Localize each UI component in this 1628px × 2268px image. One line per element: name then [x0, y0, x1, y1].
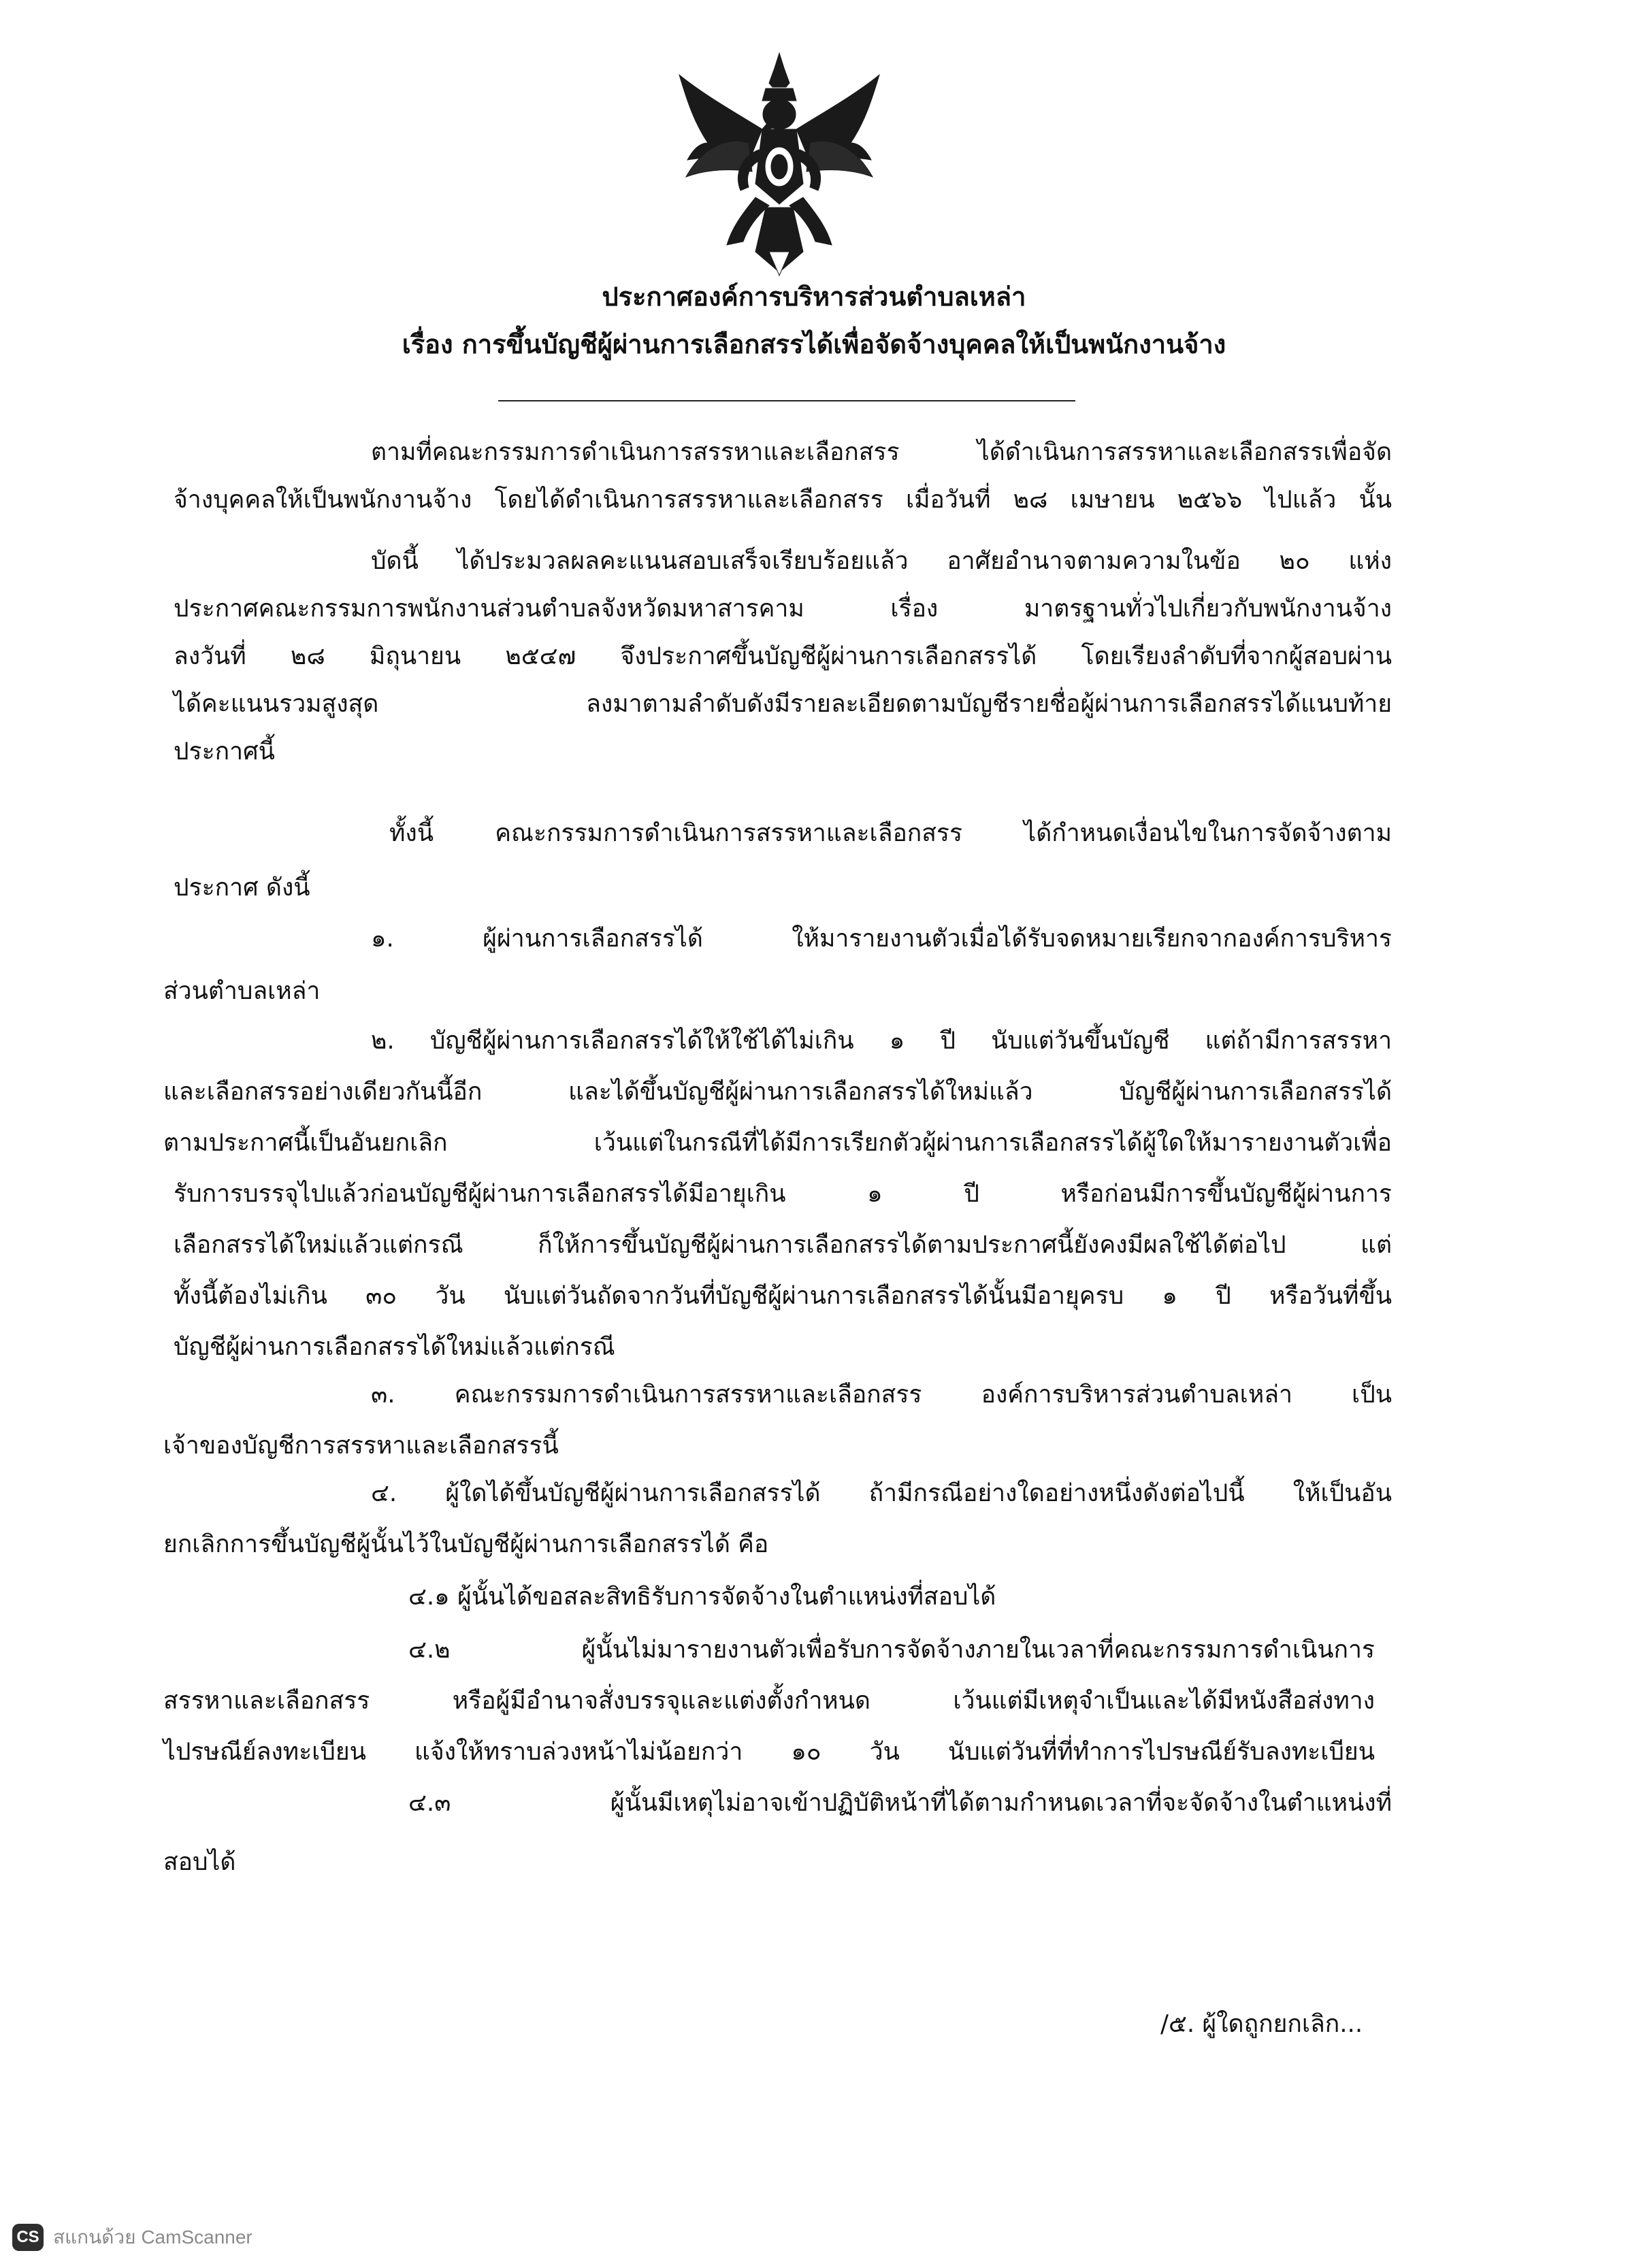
body-line: ๒. บัญชีผู้ผ่านการเลือกสรรได้ให้ใช้ได้ไม่เกิน ๑ ปี นับแต่วันขึ้นบัญชี แต่ถ้ามีการสรรหา — [371, 1027, 1392, 1055]
body-line: ลงวันที่ ๒๘ มิถุนายน ๒๕๔๗ จึงประกาศขึ้นบัญชีผู้ผ่านการเลือกสรรได้ โดยเรียงลำดับที่จากผู้สอบผ่าน — [174, 642, 1392, 670]
announcement-title: ประกาศองค์การบริหารส่วนตำบลเหล่า — [602, 282, 1026, 312]
body-line: ๓. คณะกรรมการดำเนินการสรรหาและเลือกสรร องค์การบริหารส่วนตำบลเหล่า เป็น — [371, 1381, 1392, 1409]
body-line: รับการบรรจุไปแล้วก่อนบัญชีผู้ผ่านการเลือกสรรได้มีอายุเกิน ๑ ปี หรือก่อนมีการขึ้นบัญชีผู้ผ่านการ — [174, 1180, 1392, 1208]
body-line: บัดนี้ ได้ประมวลผลคะแนนสอบเสร็จเรียบร้อยแล้ว อาศัยอำนาจตามความในข้อ ๒๐ แห่ง — [371, 547, 1392, 575]
body-line: บัญชีผู้ผ่านการเลือกสรรได้ใหม่แล้วแต่กรณี — [174, 1333, 615, 1361]
body-line: เลือกสรรได้ใหม่แล้วแต่กรณี ก็ให้การขึ้นบัญชีผู้ผ่านการเลือกสรรได้ตามประกาศนี้ยังคงมีผลใช้ได้ต่อไป แต่ — [174, 1231, 1392, 1259]
camscanner-logo-icon: CS — [12, 2224, 44, 2251]
body-line: ได้คะแนนรวมสูงสุด ลงมาตามลำดับดังมีรายละเอียดตามบัญชีรายชื่อผู้ผ่านการเลือกสรรได้แนบท้าย — [174, 690, 1392, 718]
body-line: ตามประกาศนี้เป็นอันยกเลิก เว้นแต่ในกรณีที่ได้มีการเรียกตัวผู้ผ่านการเลือกสรรได้ผู้ใดให้มารายงานตัวเพื่อ — [163, 1129, 1392, 1157]
scanner-watermark: สแกนด้วย CamScanner — [53, 2226, 253, 2248]
body-line: ส่วนตำบลเหล่า — [163, 977, 321, 1005]
body-line: สรรหาและเลือกสรร หรือผู้มีอำนาจสั่งบรรจุและแต่งตั้งกำหนด เว้นแต่มีเหตุจำเป็นและได้มีหนังสือส่งทาง — [163, 1687, 1375, 1715]
continuation-note: /๕. ผู้ใดถูกยกเลิก... — [1160, 2010, 1363, 2038]
body-line: ประกาศ ดังนี้ — [174, 874, 310, 902]
body-line: ๔.๓ ผู้นั้นมีเหตุไม่อาจเข้าปฏิบัติหน้าที่ได้ตามกำหนดเวลาที่จะจัดจ้างในตำแหน่งที่ — [408, 1789, 1392, 1817]
body-line: ทั้งนี้ต้องไม่เกิน ๓๐ วัน นับแต่วันถัดจากวันที่บัญชีผู้ผ่านการเลือกสรรได้นั้นมีอายุครบ ๑ ปี หรือวันที่ขึ้น — [174, 1282, 1392, 1310]
body-line: ๔. ผู้ใดได้ขึ้นบัญชีผู้ผ่านการเลือกสรรได้ ถ้ามีกรณีอย่างใดอย่างหนึ่งดังต่อไปนี้ ให้เป็นอัน — [371, 1479, 1392, 1507]
body-line: สอบได้ — [163, 1848, 236, 1876]
body-line: ตามที่คณะกรรมการดำเนินการสรรหาและเลือกสรร ได้ดำเนินการสรรหาและเลือกสรรเพื่อจัด — [371, 438, 1392, 466]
body-line: จ้างบุคคลให้เป็นพนักงานจ้าง โดยได้ดำเนินการสรรหาและเลือกสรร เมื่อวันที่ ๒๘ เมษายน ๒๕๖๖ ไปแล้ว นั้น — [174, 486, 1392, 514]
body-line: ๔.๑ ผู้นั้นได้ขอสละสิทธิรับการจัดจ้างในตำแหน่งที่สอบได้ — [408, 1583, 996, 1611]
body-line: ยกเลิกการขึ้นบัญชีผู้นั้นไว้ในบัญชีผู้ผ่านการเลือกสรรได้ คือ — [163, 1530, 769, 1558]
body-line: ๑. ผู้ผ่านการเลือกสรรได้ ให้มารายงานตัวเมื่อได้รับจดหมายเรียกจากองค์การบริหาร — [371, 925, 1392, 953]
announcement-subject: เรื่อง การขึ้นบัญชีผู้ผ่านการเลือกสรรได้เพื่อจัดจ้างบุคคลให้เป็นพนักงานจ้าง — [402, 329, 1226, 359]
title-divider — [498, 400, 1075, 401]
body-line: ประกาศคณะกรรมการพนักงานส่วนตำบลจังหวัดมหาสารคาม เรื่อง มาตรฐานทั่วไปเกี่ยวกับพนักงานจ้าง — [174, 595, 1392, 623]
body-line: ประกาศนี้ — [174, 738, 275, 766]
body-line: เจ้าของบัญชีการสรรหาและเลือกสรรนี้ — [163, 1432, 559, 1460]
body-line: ๔.๒ ผู้นั้นไม่มารายงานตัวเพื่อรับการจัดจ้างภายในเวลาที่คณะกรรมการดำเนินการ — [408, 1636, 1375, 1664]
body-line: ไปรษณีย์ลงทะเบียน แจ้งให้ทราบล่วงหน้าไม่น้อยกว่า ๑๐ วัน นับแต่วันที่ที่ทำการไปรษณีย์รับลงทะเบียน — [163, 1738, 1375, 1766]
body-line: ทั้งนี้ คณะกรรมการดำเนินการสรรหาและเลือกสรร ได้กำหนดเงื่อนไขในการจัดจ้างตาม — [389, 819, 1392, 847]
garuda-emblem-icon — [667, 48, 892, 279]
body-line: และเลือกสรรอย่างเดียวกันนี้อีก และได้ขึ้นบัญชีผู้ผ่านการเลือกสรรได้ใหม่แล้ว บัญชีผู้ผ่านการเลือกสรรได้ — [163, 1078, 1392, 1106]
